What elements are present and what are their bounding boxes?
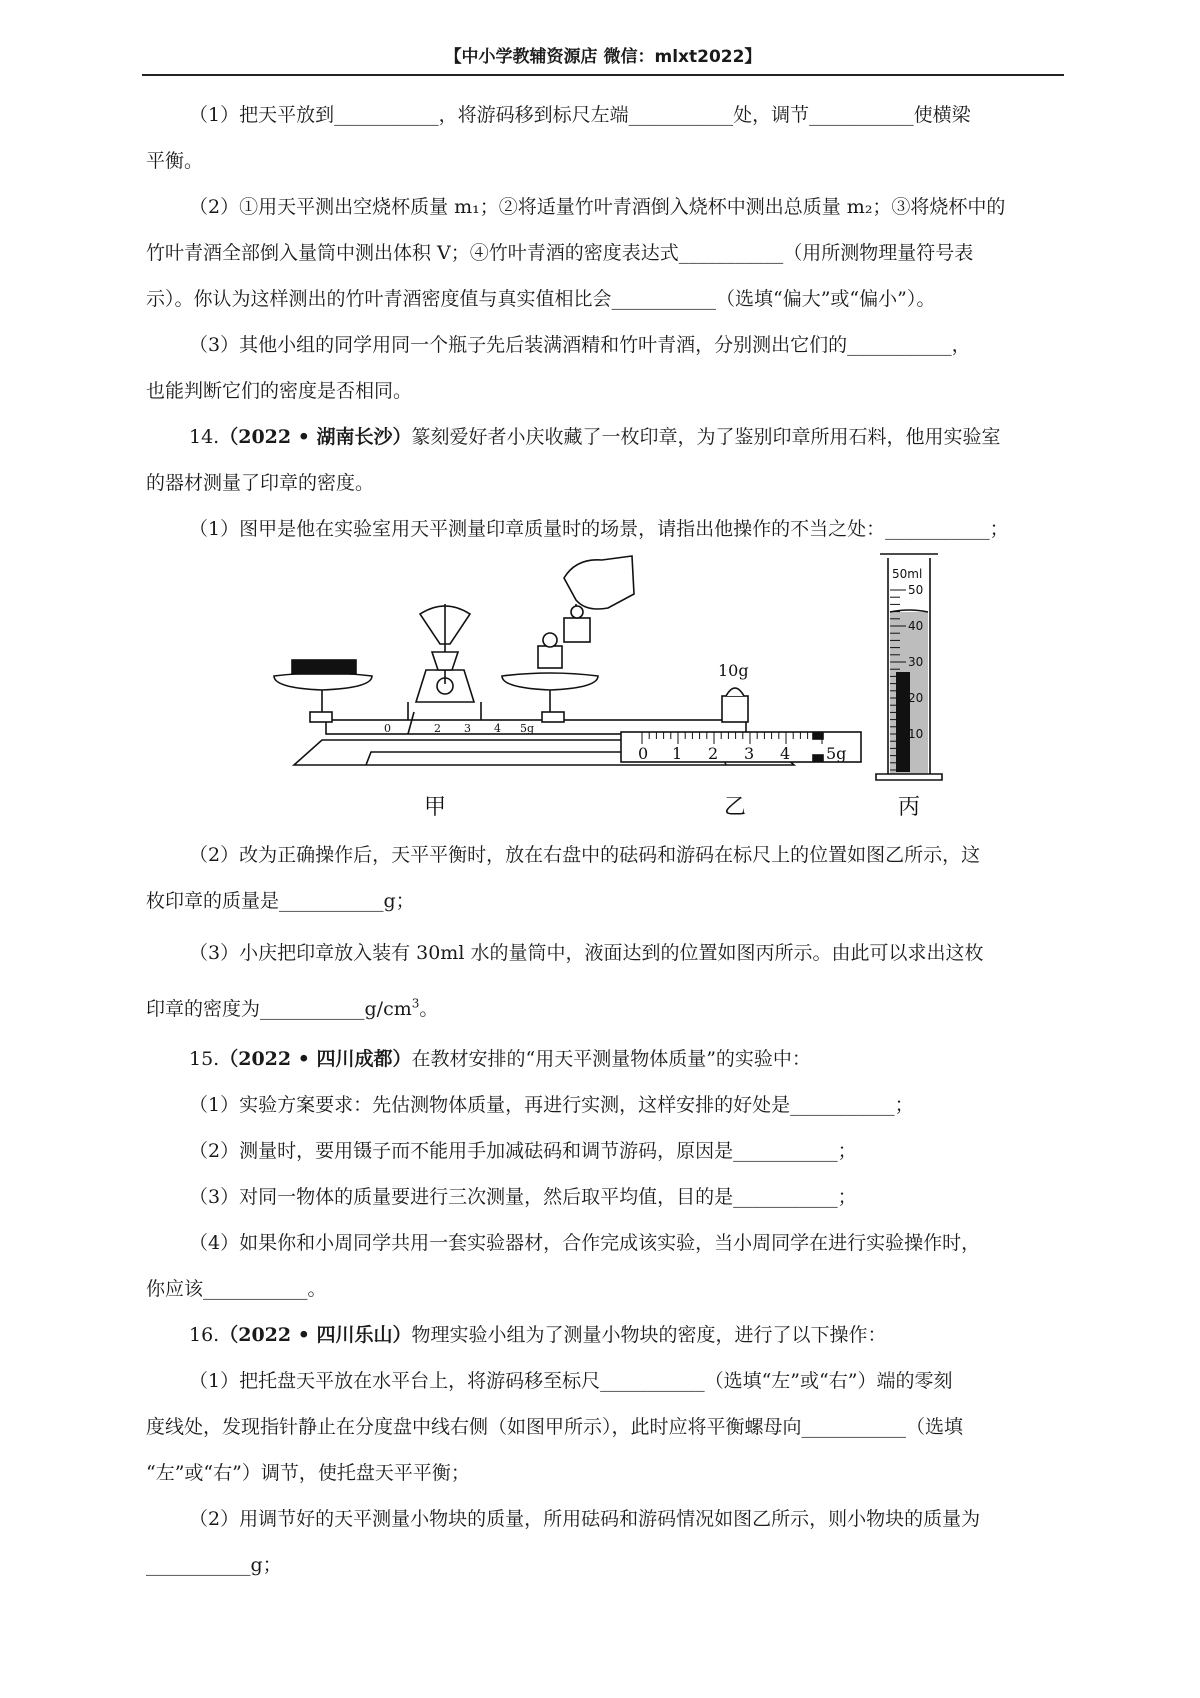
q13-part1-line1: （1）把天平放到___________，将游码移到标尺左端___________处，调节___________使横梁 <box>189 104 971 126</box>
q13-part3-line1: （3）其他小组的同学用同一个瓶子先后装满酒精和竹叶青酒，分别测出它们的___________， <box>189 334 971 356</box>
scale-tick-5g: 5g <box>826 744 847 763</box>
balance-tick-5g: 5g <box>520 722 535 735</box>
cylinder-tick-20: 20 <box>908 691 924 705</box>
q14-stem-line1 <box>146 414 1062 460</box>
figure-label-c: 丙 <box>898 795 921 820</box>
q16-stem <box>146 1312 1062 1358</box>
q15-part1: （1）实验方案要求：先估测物体质量，再进行实测，这样安排的好处是___________； <box>189 1094 914 1116</box>
q14-part3-line2 <box>146 986 1062 1032</box>
q14-part3-end: 。 <box>419 998 439 1020</box>
q14-stem-line2: 的器材测量了印章的密度。 <box>146 472 375 494</box>
figure-label-b: 乙 <box>724 795 747 820</box>
q14-source: （2022 • 湖南长沙） <box>219 426 412 448</box>
q15-part4-line1: （4）如果你和小周同学共用一套实验器材，合作完成该实验，当小周同学在进行实验操作时， <box>189 1232 981 1254</box>
q14-figure-svg <box>146 552 1062 832</box>
q15-stem-text: 在教材安排的“用天平测量物体质量”的实验中： <box>411 1048 811 1070</box>
q14-part2-line1: （2）改为正确操作后，天平平衡时，放在右盘中的砝码和游码在标尺上的位置如图乙所示，这 <box>189 844 981 866</box>
q13-part2-line1: （2）①用天平测出空烧杯质量 m₁；②将适量竹叶青酒倒入烧杯中测出总质量 m₂；③将烧杯中的 <box>189 196 1006 218</box>
q16-part2-line1: （2）用调节好的天平测量小物块的质量，所用砝码和游码情况如图乙所示，则小物块的质量为 <box>189 1508 981 1530</box>
q16-part1-line2: 度线处，发现指针静止在分度盘中线右侧（如图甲所示），此时应将平衡螺母向___________（选填 <box>146 1416 964 1438</box>
header-rule <box>142 74 1064 76</box>
q14-part3-line1: （3）小庆把印章放入装有 30ml 水的量筒中，液面达到的位置如图丙所示。由此可以求出这枚 <box>189 942 984 964</box>
q13-part2-line2: 竹叶青酒全部倒入量筒中测出体积 V；④竹叶青酒的密度表达式___________（用所测物理量符号表 <box>146 242 974 264</box>
q16-number: 16. <box>189 1324 220 1346</box>
page-header: 【中小学教辅资源店 微信：mlxt2022】 <box>444 47 762 67</box>
q14-part1: （1）图甲是他在实验室用天平测量印章质量时的场景，请指出他操作的不当之处：___________； <box>189 518 1009 540</box>
q13-part3-line2: 也能判断它们的密度是否相同。 <box>146 380 413 402</box>
q15-part2: （2）测量时，要用镊子而不能用手加减砝码和调节游码，原因是___________； <box>189 1140 857 1162</box>
scale-tick-3: 3 <box>744 744 755 763</box>
q14-part3-superscript: 3 <box>411 996 420 1011</box>
q15-number: 15. <box>189 1048 220 1070</box>
balance-tick-4: 4 <box>494 722 501 735</box>
q15-part4-line2: 你应该___________。 <box>146 1278 327 1300</box>
q14-stem-text: 篆刻爱好者小庆收藏了一枚印章，为了鉴别印章所用石料，他用实验室 <box>411 426 1001 448</box>
q14-part3-text: 印章的密度为___________g/cm <box>146 998 412 1020</box>
document-body <box>146 92 1062 1588</box>
weight-label: 10g <box>718 661 749 680</box>
q14-number: 14. <box>189 426 220 448</box>
q16-part1-line1: （1）把托盘天平放在水平台上，将游码移至标尺___________（选填“左”或“右”）端的零刻 <box>189 1370 953 1392</box>
q14-figure <box>146 552 1062 832</box>
q16-stem-text: 物理实验小组为了测量小物块的密度，进行了以下操作： <box>411 1324 887 1346</box>
scale-tick-4: 4 <box>780 744 791 763</box>
q15-stem <box>146 1036 1062 1082</box>
scale-tick-0: 0 <box>638 744 649 763</box>
q13-part2-line3: 示）。你认为这样测出的竹叶青酒密度值与真实值相比会___________（选填“偏大”或“偏小”）。 <box>146 288 936 310</box>
cylinder-tick-40: 40 <box>908 619 924 633</box>
q16-part2-line2: ___________g； <box>146 1554 282 1576</box>
scale-tick-2: 2 <box>708 744 719 763</box>
figure-label-a: 甲 <box>424 795 447 820</box>
scale-tick-1: 1 <box>672 744 683 763</box>
cylinder-tick-30: 30 <box>908 655 924 669</box>
q16-source: （2022 • 四川乐山） <box>219 1324 412 1346</box>
balance-tick-0: 0 <box>384 722 391 735</box>
q15-part3: （3）对同一物体的质量要进行三次测量，然后取平均值，目的是___________； <box>189 1186 857 1208</box>
cylinder-tick-10: 10 <box>908 727 924 741</box>
q13-part1-line2: 平衡。 <box>146 150 204 172</box>
balance-tick-2: 2 <box>434 722 441 735</box>
q14-part2-line2: 枚印章的质量是___________g； <box>146 890 415 912</box>
q15-source: （2022 • 四川成都） <box>219 1048 412 1070</box>
cylinder-unit: 50ml <box>892 567 923 581</box>
cylinder-tick-50: 50 <box>908 583 924 597</box>
figure-labels <box>424 795 920 820</box>
q16-part1-line3: “左”或“右”）调节，使托盘天平平衡； <box>146 1462 470 1484</box>
balance-tick-3: 3 <box>464 722 471 735</box>
